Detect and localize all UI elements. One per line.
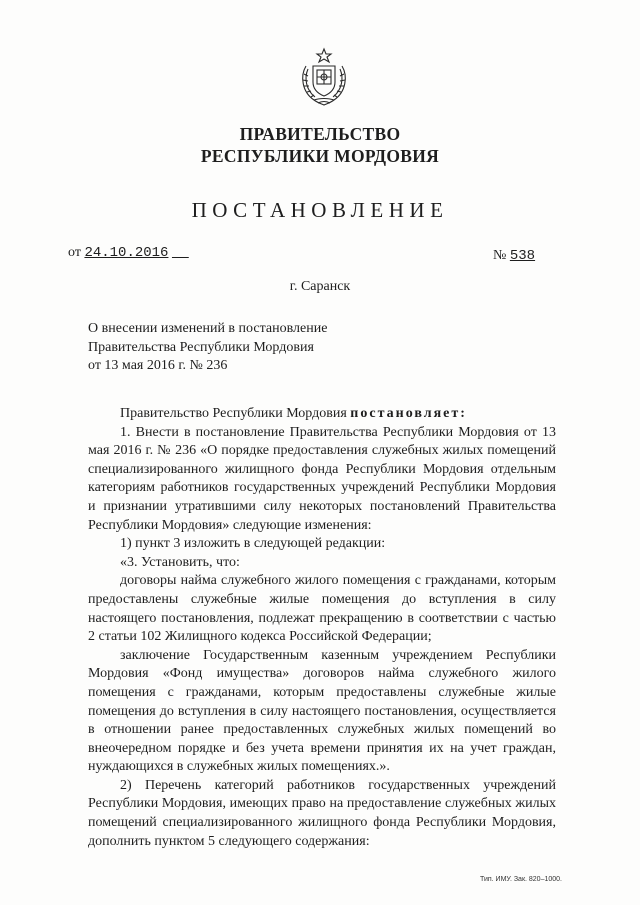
subject-line: О внесении изменений в постановление	[88, 321, 328, 336]
city: г. Саранск	[289, 279, 351, 294]
organization-title: ПРАВИТЕЛЬСТВО	[239, 124, 401, 144]
document-number-row	[493, 248, 582, 264]
document-type: ПОСТАНОВЛЕНИЕ	[191, 198, 449, 222]
subject-line: Правительства Республики Мордовия	[88, 339, 314, 355]
document-date-row	[68, 245, 189, 261]
number-prefix: №	[493, 248, 507, 263]
paragraph: 1) пункт 3 изложить в следующей редакции:	[120, 536, 386, 552]
document-date: 24.10.2016	[84, 245, 169, 261]
subject-line: от 13 мая 2016 г. № 236	[88, 358, 228, 373]
document-number: 538	[509, 248, 536, 264]
document-body	[88, 405, 556, 851]
organization-subtitle: РЕСПУБЛИКИ МОРДОВИЯ	[200, 146, 440, 166]
intro-text: Правительство Республики Мордовия	[120, 406, 347, 421]
paragraph: «3. Установить, что:	[120, 554, 240, 570]
document-subject	[88, 320, 327, 376]
paragraph: 2) Перечень категорий работников государственных учреждений Республики Мордовия, имеющих право на предоставление служебных жилых помещений специализированного жилищного фонда Республики Мордовия, дополнить пунктом 5 следующего содержания:	[88, 777, 556, 849]
paragraph: 1. Внести в постановление Правительства Республики Мордовия от 13 мая 2016 г. № 236 «О порядке предоставления служебных жилых помещений специализированного жилищного фонда Республики Мордовия отдельным категориям работников государственных учреждений Республики Мордовия и признании утратившими силу некоторых постановлений Правительства Республики Мордовия» следующие изменения:	[88, 424, 556, 533]
paragraph: договоры найма служебного жилого помещения с гражданами, которым предоставлены служебные жилые помещения до вступления в силу настоящего постановления, подлежат прекращению в соответствии с частью 2 статьи 102 Жилищного кодекса Российской Федерации;	[88, 573, 556, 645]
intro-bold: постановляет:	[350, 406, 467, 421]
date-prefix: от	[68, 245, 81, 260]
intro-paragraph	[88, 405, 556, 424]
date-underline	[172, 245, 189, 261]
coat-of-arms-icon	[296, 46, 352, 108]
print-mark: Тип. ИМУ. Зак. 820–1000.	[480, 876, 562, 883]
paragraph: заключение Государственным казенным учреждением Республики Мордовия «Фонд имущества» договоров найма служебного жилого помещения с гражданами, которым предоставлены служебные жилые помещения до вступления в силу настоящего постановления, осуществляется в отношении ранее предоставленных служебных жилых помещений во внеочередном порядке и без учета времени принятия их на учет граждан, нуждающихся в служебных жилых помещениях.».	[88, 647, 556, 775]
